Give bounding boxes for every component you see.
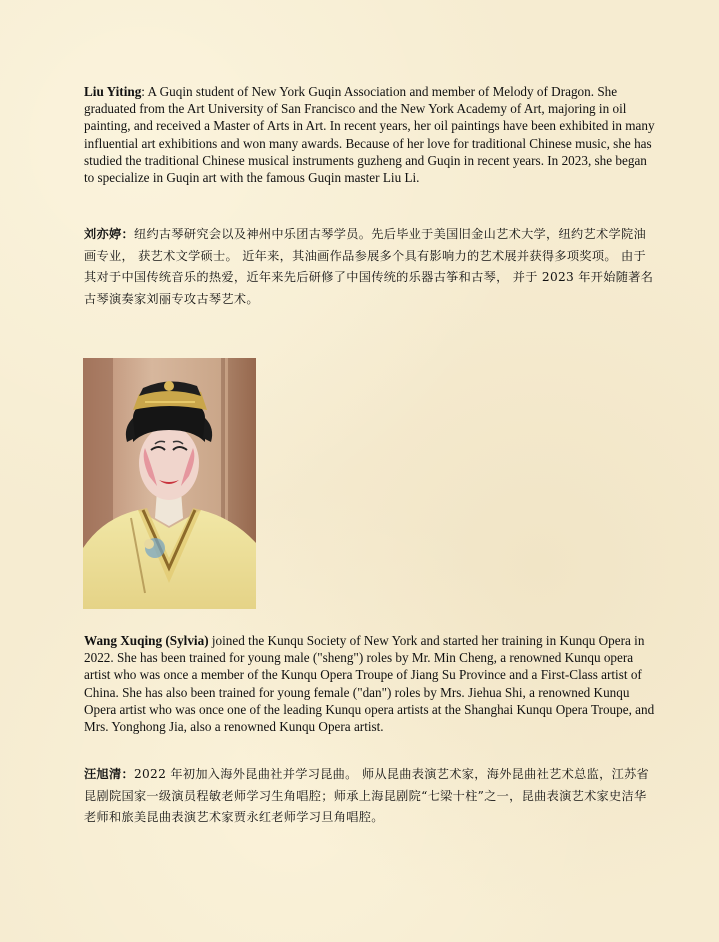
- bio-text-zh: 2022 年初加入海外昆曲社并学习昆曲。 师从昆曲表演艺术家，海外昆曲社艺术总监，江苏省昆剧院国家一级演员程敏老师学习生角唱腔；师承上海昆剧院“七梁十柱”之一，昆曲表演艺术家史洁华老师和旅美昆曲表演艺术家贾永红老师学习旦角唱腔。: [84, 767, 650, 825]
- bio-text-zh: 纽约古琴研究会以及神州中乐团古琴学员。先后毕业于美国旧金山艺术大学，纽约艺术学院油画专业， 获艺术文学硕士。 近年来，其油画作品参展多个具有影响力的艺术展并获得多项奖项。 由于其对于中国传统音乐的热爱，近年来先后研修了中国传统的乐器古筝和古琴， 并于 2023 年开始随著名古琴演奏家刘丽专攻古琴艺术。: [84, 227, 654, 306]
- bio-wang-xuqing-zh: [84, 764, 656, 829]
- bio-name-zh: 汪旭清：: [84, 767, 134, 781]
- bio-name-zh: 刘亦婷：: [84, 227, 134, 241]
- bio-liu-yiting-zh: [84, 224, 656, 310]
- bio-text: joined the Kunqu Society of New York and started her training in Kunqu Opera in 2022. She has been trained for young male ("sheng") roles by Mr. Min Cheng, a renowned Kunqu opera artist who was once a member of the Kunqu Opera Troupe of Jiang Su Province and a First-Class artist of China. She has also been trained for young female ("dan") roles by Mrs. Jiehua Shi, a renowned Kunqu Opera artist who was once one of the leading Kunqu opera artists at the Shanghai Kunqu Opera Troupe, and Mrs. Yonghong Jia, also a renowned Kunqu Opera artist.: [84, 633, 655, 735]
- portrait-photo: [83, 358, 256, 609]
- bio-name: Wang Xuqing (Sylvia): [84, 633, 209, 648]
- bio-liu-yiting-en: [84, 83, 656, 186]
- bio-name: Liu Yiting: [84, 84, 142, 99]
- bio-wang-xuqing-en: [84, 632, 656, 735]
- bio-text: : A Guqin student of New York Guqin Association and member of Melody of Dragon. She graduated from the Art University of San Francisco and the New York Academy of Art, majoring in oil painting, and received a Master of Arts in Art. In recent years, her oil paintings have been exhibited in many influential art exhibitions and won many awards. Because of her love for traditional Chinese music, she has studied the traditional Chinese musical instruments guzheng and Guqin in recent years. In 2023, she began to specialize in Guqin art with the famous Guqin master Liu Li.: [84, 84, 655, 186]
